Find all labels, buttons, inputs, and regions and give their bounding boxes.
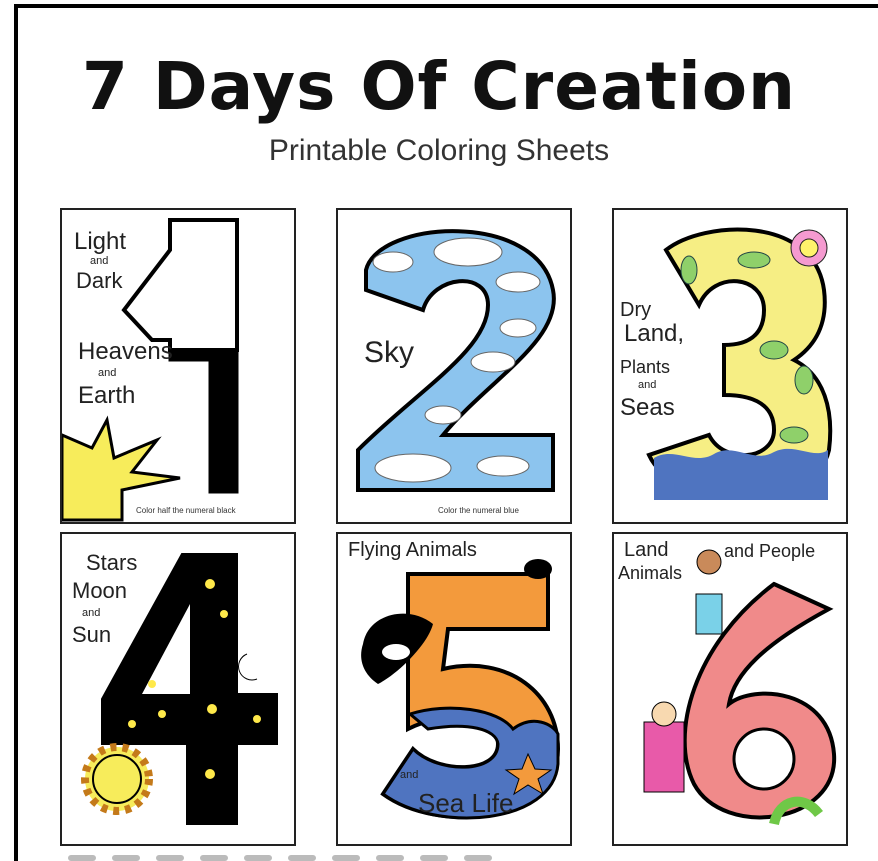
card-1-line-dark: Dark <box>76 268 123 293</box>
card-6-line-and-people: and People <box>724 541 816 561</box>
card-day-2[interactable] <box>336 208 572 524</box>
card-2-footer: Color the numeral blue <box>438 506 519 515</box>
top-border <box>14 4 878 8</box>
card-1-line-and-2: and <box>98 367 117 379</box>
card-4-line-stars: Stars <box>86 550 138 575</box>
card-5-line-sea-life: Sea Life <box>418 788 514 818</box>
card-day-1[interactable] <box>60 208 296 524</box>
card-1-line-and-1: and <box>90 255 109 267</box>
card-5-line-flying: Flying Animals <box>348 539 477 561</box>
card-3-line-seas: Seas <box>620 394 675 421</box>
card-4-line-sun: Sun <box>72 622 112 647</box>
card-4-line-and: and <box>82 607 101 619</box>
card-5-line-and: and <box>400 769 419 781</box>
cropped-caption-strip <box>60 850 860 861</box>
card-3-line-and: and <box>638 379 657 391</box>
card-6-line-land: Land <box>624 539 669 561</box>
card-day-3[interactable] <box>612 208 848 524</box>
card-1-line-earth: Earth <box>78 382 136 409</box>
page-subtitle: Printable Coloring Sheets <box>268 134 610 167</box>
card-3-line-dry: Dry <box>620 299 652 321</box>
card-4-line-moon: Moon <box>72 578 128 603</box>
card-day-5[interactable] <box>336 532 572 846</box>
card-1-line-heavens: Heavens <box>78 338 173 365</box>
card-3-line-land: Land, <box>624 320 685 347</box>
card-2-line-sky: Sky <box>364 336 415 369</box>
card-1-line-light: Light <box>74 228 127 255</box>
card-day-4[interactable] <box>60 532 296 846</box>
card-1-footer: Color half the numeral black <box>136 506 236 515</box>
card-day-6[interactable] <box>612 532 848 846</box>
card-3-line-plants: Plants <box>620 357 671 377</box>
card-6-line-animals: Animals <box>618 563 683 583</box>
page-title: 7 Days Of Creation <box>81 48 797 125</box>
